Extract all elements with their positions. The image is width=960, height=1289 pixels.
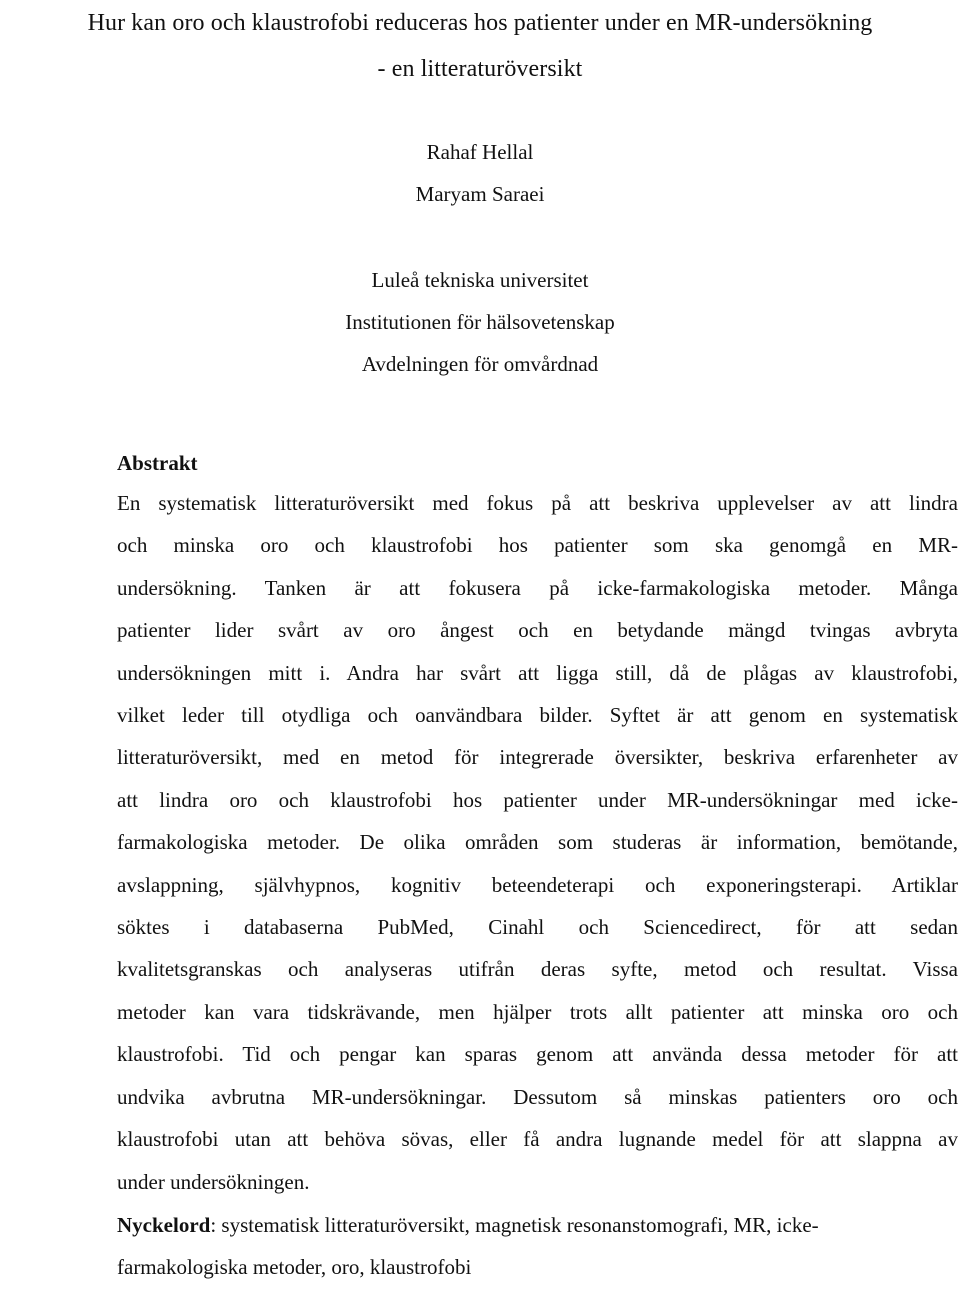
paper-title — [0, 0, 960, 92]
abstract-line: klaustrofobi. Tid och pengar kan sparas genom att använda dessa metoder för att — [117, 1042, 958, 1067]
keywords-line-2: farmakologiska metoder, oro, klaustrofobi — [117, 1255, 472, 1280]
abstract-line: och minska oro och klaustrofobi hos patienter som ska genomgå en MR- — [117, 533, 958, 558]
abstract-line: En systematisk litteraturöversikt med fokus på att beskriva upplevelser av att lindra — [117, 491, 958, 515]
title-line-1: Hur kan oro och klaustrofobi reduceras hos patienter under en MR-undersökning — [87, 10, 873, 36]
keywords-text: systematisk litteraturöversikt, magnetisk resonanstomografi, MR, icke- — [221, 1213, 819, 1237]
abstract-body — [117, 482, 958, 1203]
keywords-block — [117, 1204, 958, 1289]
abstract-line: undersökningen mitt i. Andra har svårt att ligga still, då de plågas av klaustrofobi, — [117, 660, 958, 685]
institution-name: Institutionen för hälsovetenskap — [345, 310, 615, 334]
abstract-line: avslappning, självhypnos, kognitiv beteendeterapi och exponeringsterapi. Artiklar — [117, 872, 958, 897]
keywords-label: Nyckelord — [117, 1213, 211, 1237]
abstract-line: kvalitetsgranskas och analyseras utifrån deras syfte, metod och resultat. Vissa — [117, 957, 958, 982]
abstract-line: patienter lider svårt av oro ångest och en betydande mängd tvingas avbryta — [117, 618, 958, 643]
abstract-line: vilket leder till otydliga och oanvändbara bilder. Syftet är att genom en systematisk — [117, 703, 958, 728]
abstract-line: metoder kan vara tidskrävande, men hjälper trots allt patienter att minska oro och — [117, 999, 958, 1024]
author-name: Rahaf Hellal — [426, 140, 534, 164]
author-list — [0, 131, 960, 215]
abstract-line: farmakologiska metoder. De olika områden som studeras är information, bemötande, — [117, 830, 958, 855]
university-name: Luleå tekniska universitet — [371, 268, 589, 292]
keywords-separator: : — [210, 1213, 222, 1237]
affiliation-block — [0, 259, 960, 385]
title-line-2: - en litteraturöversikt — [377, 56, 583, 82]
abstract-line: klaustrofobi utan att behöva sövas, eller få andra lugnande medel för att slappna av — [117, 1127, 958, 1152]
keywords-line-1 — [117, 1204, 958, 1246]
author-name: Maryam Saraei — [415, 182, 545, 206]
abstract-heading: Abstrakt — [117, 451, 198, 475]
abstract-line: undvika avbrutna MR-undersökningar. Dessutom så minskas patienters oro och — [117, 1084, 958, 1109]
abstract-line: under undersökningen. — [117, 1169, 310, 1194]
department-name: Avdelningen för omvårdnad — [361, 352, 599, 376]
abstract-line: litteraturöversikt, med en metod för integrerade översikter, beskriva erfarenheter av — [117, 745, 958, 770]
abstract-line: att lindra oro och klaustrofobi hos patienter under MR-undersökningar med icke- — [117, 787, 958, 812]
abstract-line: söktes i databaserna PubMed, Cinahl och Sciencedirect, för att sedan — [117, 915, 958, 940]
abstract-line: undersökning. Tanken är att fokusera på icke-farmakologiska metoder. Många — [117, 575, 958, 600]
